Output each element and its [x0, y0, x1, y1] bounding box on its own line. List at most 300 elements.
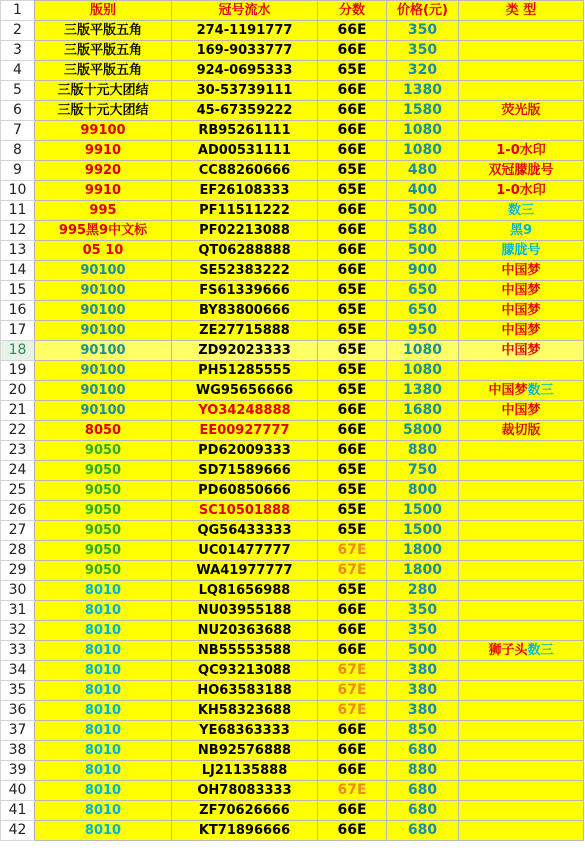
cell-serial[interactable]: 274-1191777 — [172, 21, 318, 41]
cell-serial[interactable]: NU20363688 — [172, 621, 318, 641]
row-number[interactable]: 18 — [1, 341, 35, 361]
row-number[interactable]: 8 — [1, 141, 35, 161]
cell-price[interactable]: 580 — [387, 221, 459, 241]
cell-edition[interactable]: 8010 — [35, 821, 172, 841]
cell-serial[interactable]: PF02213088 — [172, 221, 318, 241]
cell-grade[interactable]: 65E — [318, 61, 387, 81]
table-row — [1, 241, 584, 261]
cell-type[interactable] — [459, 21, 584, 41]
table-body — [1, 1, 584, 841]
cell-edition[interactable]: 9050 — [35, 561, 172, 581]
cell-type[interactable] — [459, 441, 584, 461]
table-row — [1, 601, 584, 621]
table-row — [1, 461, 584, 481]
cell-type[interactable] — [459, 381, 584, 401]
cell-serial[interactable]: WG95656666 — [172, 381, 318, 401]
cell-edition[interactable]: 三版十元大团结 — [35, 101, 172, 121]
row-number[interactable]: 15 — [1, 281, 35, 301]
cell-price[interactable]: 1380 — [387, 81, 459, 101]
table-row — [1, 141, 584, 161]
cell-grade[interactable]: 65E — [318, 501, 387, 521]
cell-serial[interactable]: PD60850666 — [172, 481, 318, 501]
cell-grade[interactable]: 66E — [318, 721, 387, 741]
type-tag: 中国梦 — [501, 403, 541, 418]
header-serial[interactable]: 冠号流水 — [172, 1, 318, 21]
cell-grade[interactable]: 66E — [318, 141, 387, 161]
cell-price[interactable]: 320 — [387, 61, 459, 81]
cell-type[interactable] — [459, 41, 584, 61]
cell-type[interactable] — [459, 401, 584, 421]
cell-serial[interactable]: YE68363333 — [172, 721, 318, 741]
cell-price[interactable]: 1080 — [387, 121, 459, 141]
cell-serial[interactable]: EF26108333 — [172, 181, 318, 201]
cell-price[interactable]: 380 — [387, 701, 459, 721]
cell-grade[interactable]: 66E — [318, 421, 387, 441]
cell-type[interactable] — [459, 641, 584, 661]
cell-price[interactable]: 880 — [387, 761, 459, 781]
cell-edition[interactable]: 8010 — [35, 701, 172, 721]
cell-serial[interactable]: ZD92023333 — [172, 341, 318, 361]
cell-type[interactable] — [459, 461, 584, 481]
cell-edition[interactable]: 三版平版五角 — [35, 41, 172, 61]
cell-type[interactable] — [459, 101, 584, 121]
table-row — [1, 181, 584, 201]
table-row — [1, 441, 584, 461]
cell-serial[interactable]: WA41977777 — [172, 561, 318, 581]
cell-grade[interactable]: 66E — [318, 201, 387, 221]
cell-edition[interactable]: 99100 — [35, 121, 172, 141]
table-row — [1, 381, 584, 401]
cell-type[interactable] — [459, 321, 584, 341]
cell-serial[interactable]: PF11511222 — [172, 201, 318, 221]
cell-grade[interactable]: 67E — [318, 541, 387, 561]
cell-type[interactable] — [459, 701, 584, 721]
cell-serial[interactable]: AD00531111 — [172, 141, 318, 161]
cell-type[interactable] — [459, 741, 584, 761]
table-row — [1, 161, 584, 181]
cell-grade[interactable]: 65E — [318, 381, 387, 401]
type-tag: 狮子头 — [488, 643, 528, 658]
table-row — [1, 41, 584, 61]
cell-price[interactable]: 480 — [387, 161, 459, 181]
cell-serial[interactable]: 924-0695333 — [172, 61, 318, 81]
table-row — [1, 581, 584, 601]
cell-price[interactable]: 800 — [387, 481, 459, 501]
cell-edition[interactable]: 05 10 — [35, 241, 172, 261]
row-number[interactable]: 5 — [1, 81, 35, 101]
cell-serial[interactable]: PH51285555 — [172, 361, 318, 381]
cell-edition[interactable]: 三版十元大团结 — [35, 81, 172, 101]
type-tag: 中国梦 — [501, 263, 541, 278]
cell-price[interactable]: 380 — [387, 681, 459, 701]
cell-type[interactable] — [459, 341, 584, 361]
cell-grade[interactable]: 67E — [318, 781, 387, 801]
cell-type[interactable] — [459, 761, 584, 781]
cell-edition[interactable]: 9050 — [35, 461, 172, 481]
table-row — [1, 81, 584, 101]
cell-price[interactable]: 1580 — [387, 101, 459, 121]
cell-serial[interactable]: CC88260666 — [172, 161, 318, 181]
cell-type[interactable] — [459, 221, 584, 241]
row-number[interactable]: 1 — [1, 1, 35, 21]
cell-edition[interactable]: 995黑9中文标 — [35, 221, 172, 241]
cell-grade[interactable]: 66E — [318, 121, 387, 141]
cell-type[interactable] — [459, 501, 584, 521]
cell-grade[interactable]: 66E — [318, 241, 387, 261]
cell-serial[interactable]: EE00927777 — [172, 421, 318, 441]
cell-type[interactable] — [459, 81, 584, 101]
table-row — [1, 681, 584, 701]
cell-edition[interactable]: 三版平版五角 — [35, 61, 172, 81]
row-number[interactable]: 35 — [1, 681, 35, 701]
cell-price[interactable]: 1080 — [387, 341, 459, 361]
cell-edition[interactable]: 90100 — [35, 341, 172, 361]
cell-edition[interactable]: 9910 — [35, 141, 172, 161]
row-number[interactable]: 31 — [1, 601, 35, 621]
cell-type[interactable] — [459, 681, 584, 701]
cell-grade[interactable]: 65E — [318, 281, 387, 301]
cell-edition[interactable]: 9920 — [35, 161, 172, 181]
cell-edition[interactable]: 995 — [35, 201, 172, 221]
cell-price[interactable]: 1680 — [387, 401, 459, 421]
row-number[interactable]: 19 — [1, 361, 35, 381]
cell-serial[interactable]: HO63583188 — [172, 681, 318, 701]
cell-grade[interactable]: 65E — [318, 581, 387, 601]
table-row — [1, 281, 584, 301]
cell-serial[interactable]: QC93213088 — [172, 661, 318, 681]
row-number[interactable]: 2 — [1, 21, 35, 41]
header-edition[interactable]: 版别 — [35, 1, 172, 21]
row-number[interactable]: 10 — [1, 181, 35, 201]
row-number[interactable]: 14 — [1, 261, 35, 281]
row-number[interactable]: 6 — [1, 101, 35, 121]
cell-edition[interactable]: 90100 — [35, 381, 172, 401]
cell-price[interactable]: 380 — [387, 661, 459, 681]
cell-edition[interactable]: 90100 — [35, 361, 172, 381]
cell-edition[interactable]: 8010 — [35, 621, 172, 641]
cell-serial[interactable]: NU03955188 — [172, 601, 318, 621]
cell-type[interactable] — [459, 581, 584, 601]
cell-serial[interactable]: OH78083333 — [172, 781, 318, 801]
table-row — [1, 781, 584, 801]
cell-price[interactable]: 280 — [387, 581, 459, 601]
cell-serial[interactable]: PD62009333 — [172, 441, 318, 461]
cell-edition[interactable]: 8050 — [35, 421, 172, 441]
cell-serial[interactable]: UC01477777 — [172, 541, 318, 561]
cell-type[interactable] — [459, 201, 584, 221]
row-number[interactable]: 9 — [1, 161, 35, 181]
cell-price[interactable]: 500 — [387, 201, 459, 221]
cell-grade[interactable]: 67E — [318, 701, 387, 721]
table-row — [1, 541, 584, 561]
cell-edition[interactable]: 9050 — [35, 501, 172, 521]
cell-serial[interactable]: NB55553588 — [172, 641, 318, 661]
type-tag: 数三 — [507, 203, 534, 218]
cell-price[interactable]: 750 — [387, 461, 459, 481]
table-row — [1, 21, 584, 41]
cell-grade[interactable]: 65E — [318, 461, 387, 481]
cell-edition[interactable]: 8010 — [35, 681, 172, 701]
table-row — [1, 61, 584, 81]
row-number[interactable]: 17 — [1, 321, 35, 341]
row-number[interactable]: 4 — [1, 61, 35, 81]
row-number[interactable]: 42 — [1, 821, 35, 841]
cell-grade[interactable]: 65E — [318, 361, 387, 381]
cell-grade[interactable]: 65E — [318, 481, 387, 501]
cell-grade[interactable]: 66E — [318, 821, 387, 841]
cell-price[interactable]: 680 — [387, 821, 459, 841]
table-row — [1, 361, 584, 381]
cell-edition[interactable]: 8010 — [35, 661, 172, 681]
table-row — [1, 401, 584, 421]
cell-grade[interactable]: 66E — [318, 81, 387, 101]
cell-edition[interactable]: 9910 — [35, 181, 172, 201]
header-price[interactable]: 价格(元) — [387, 1, 459, 21]
table-row — [1, 821, 584, 841]
row-number[interactable]: 32 — [1, 621, 35, 641]
cell-serial[interactable]: KT71896666 — [172, 821, 318, 841]
cell-edition[interactable]: 9050 — [35, 481, 172, 501]
type-tag: 1-0水印 — [496, 183, 546, 198]
row-number[interactable]: 16 — [1, 301, 35, 321]
cell-serial[interactable]: YO34248888 — [172, 401, 318, 421]
cell-type[interactable] — [459, 481, 584, 501]
row-number[interactable]: 36 — [1, 701, 35, 721]
cell-edition[interactable]: 8010 — [35, 641, 172, 661]
cell-grade[interactable]: 66E — [318, 221, 387, 241]
cell-type[interactable] — [459, 361, 584, 381]
cell-type[interactable] — [459, 621, 584, 641]
cell-serial[interactable]: RB95261111 — [172, 121, 318, 141]
cell-price[interactable]: 950 — [387, 321, 459, 341]
cell-edition[interactable]: 90100 — [35, 301, 172, 321]
type-tag: 黑9 — [509, 223, 533, 238]
cell-serial[interactable]: ZE27715888 — [172, 321, 318, 341]
row-number[interactable]: 39 — [1, 761, 35, 781]
cell-grade[interactable]: 65E — [318, 161, 387, 181]
cell-serial[interactable]: QG56433333 — [172, 521, 318, 541]
type-tag: 中国梦 — [488, 383, 528, 398]
cell-type[interactable] — [459, 781, 584, 801]
row-number[interactable]: 40 — [1, 781, 35, 801]
type-tag: 1-0水印 — [496, 143, 546, 158]
cell-serial[interactable]: SD71589666 — [172, 461, 318, 481]
cell-grade[interactable]: 65E — [318, 321, 387, 341]
cell-edition[interactable]: 8010 — [35, 721, 172, 741]
cell-price[interactable]: 1380 — [387, 381, 459, 401]
row-number[interactable]: 13 — [1, 241, 35, 261]
cell-type[interactable] — [459, 601, 584, 621]
type-tag: 双冠朦胧号 — [488, 163, 554, 178]
cell-grade[interactable]: 65E — [318, 181, 387, 201]
cell-serial[interactable]: LJ21135888 — [172, 761, 318, 781]
cell-serial[interactable]: 169-9033777 — [172, 41, 318, 61]
cell-grade[interactable]: 66E — [318, 601, 387, 621]
table-row — [1, 121, 584, 141]
table-row — [1, 801, 584, 821]
table-row — [1, 101, 584, 121]
cell-price[interactable]: 1800 — [387, 561, 459, 581]
cell-grade[interactable]: 65E — [318, 521, 387, 541]
table-row — [1, 501, 584, 521]
cell-grade[interactable]: 65E — [318, 341, 387, 361]
cell-price[interactable]: 1080 — [387, 361, 459, 381]
row-number[interactable]: 7 — [1, 121, 35, 141]
row-number[interactable]: 27 — [1, 521, 35, 541]
cell-edition[interactable]: 9050 — [35, 521, 172, 541]
cell-grade[interactable]: 66E — [318, 401, 387, 421]
cell-serial[interactable]: SE52383222 — [172, 261, 318, 281]
row-number[interactable]: 34 — [1, 661, 35, 681]
cell-serial[interactable]: QT06288888 — [172, 241, 318, 261]
table-row — [1, 421, 584, 441]
cell-edition[interactable]: 8010 — [35, 761, 172, 781]
cell-price[interactable]: 1800 — [387, 541, 459, 561]
cell-serial[interactable]: SC10501888 — [172, 501, 318, 521]
cell-edition[interactable]: 90100 — [35, 401, 172, 421]
row-number[interactable]: 20 — [1, 381, 35, 401]
cell-type[interactable] — [459, 181, 584, 201]
cell-type[interactable] — [459, 661, 584, 681]
cell-serial[interactable]: 30-53739111 — [172, 81, 318, 101]
cell-price[interactable]: 350 — [387, 601, 459, 621]
cell-type[interactable] — [459, 421, 584, 441]
row-number[interactable]: 41 — [1, 801, 35, 821]
cell-type[interactable] — [459, 721, 584, 741]
cell-type[interactable] — [459, 561, 584, 581]
header-grade[interactable]: 分数 — [318, 1, 387, 21]
cell-type[interactable] — [459, 161, 584, 181]
cell-price[interactable]: 1500 — [387, 501, 459, 521]
cell-serial[interactable]: KH58323688 — [172, 701, 318, 721]
table-row — [1, 201, 584, 221]
table-row — [1, 261, 584, 281]
cell-price[interactable]: 880 — [387, 441, 459, 461]
cell-grade[interactable]: 66E — [318, 101, 387, 121]
row-number[interactable]: 33 — [1, 641, 35, 661]
row-number[interactable]: 23 — [1, 441, 35, 461]
cell-type[interactable] — [459, 121, 584, 141]
cell-type[interactable] — [459, 281, 584, 301]
row-number[interactable]: 30 — [1, 581, 35, 601]
cell-edition[interactable]: 9050 — [35, 541, 172, 561]
row-number[interactable]: 24 — [1, 461, 35, 481]
row-number[interactable]: 12 — [1, 221, 35, 241]
cell-price[interactable]: 650 — [387, 301, 459, 321]
type-tag: 中国梦 — [501, 303, 541, 318]
cell-serial[interactable]: BY83800666 — [172, 301, 318, 321]
cell-type[interactable] — [459, 141, 584, 161]
cell-price[interactable]: 350 — [387, 41, 459, 61]
cell-serial[interactable]: FS61339666 — [172, 281, 318, 301]
cell-serial[interactable]: NB92576888 — [172, 741, 318, 761]
row-number[interactable]: 29 — [1, 561, 35, 581]
row-number[interactable]: 11 — [1, 201, 35, 221]
cell-serial[interactable]: LQ81656988 — [172, 581, 318, 601]
cell-edition[interactable]: 9050 — [35, 441, 172, 461]
table-row — [1, 221, 584, 241]
cell-grade[interactable]: 67E — [318, 681, 387, 701]
cell-grade[interactable]: 67E — [318, 661, 387, 681]
cell-price[interactable]: 1500 — [387, 521, 459, 541]
cell-grade[interactable]: 66E — [318, 641, 387, 661]
cell-price[interactable]: 900 — [387, 261, 459, 281]
cell-type[interactable] — [459, 61, 584, 81]
header-type[interactable]: 类 型 — [459, 1, 584, 21]
cell-price[interactable]: 650 — [387, 281, 459, 301]
row-number[interactable]: 28 — [1, 541, 35, 561]
cell-grade[interactable]: 66E — [318, 621, 387, 641]
row-number[interactable]: 21 — [1, 401, 35, 421]
table-row — [1, 301, 584, 321]
cell-grade[interactable]: 66E — [318, 801, 387, 821]
cell-price[interactable]: 1080 — [387, 141, 459, 161]
table-row — [1, 321, 584, 341]
row-number[interactable]: 3 — [1, 41, 35, 61]
row-number[interactable]: 26 — [1, 501, 35, 521]
type-tag: 数三 — [527, 643, 554, 658]
cell-edition[interactable]: 8010 — [35, 801, 172, 821]
cell-type[interactable] — [459, 521, 584, 541]
cell-type[interactable] — [459, 261, 584, 281]
cell-serial[interactable]: 45-67359222 — [172, 101, 318, 121]
row-number[interactable]: 38 — [1, 741, 35, 761]
type-tag: 数三 — [527, 383, 554, 398]
cell-grade[interactable]: 65E — [318, 301, 387, 321]
cell-grade[interactable]: 66E — [318, 741, 387, 761]
row-number[interactable]: 25 — [1, 481, 35, 501]
table-row — [1, 741, 584, 761]
table-row — [1, 761, 584, 781]
type-tag: 中国梦 — [501, 323, 541, 338]
cell-edition[interactable]: 8010 — [35, 741, 172, 761]
cell-edition[interactable]: 三版平版五角 — [35, 21, 172, 41]
cell-price[interactable]: 680 — [387, 741, 459, 761]
cell-price[interactable]: 500 — [387, 641, 459, 661]
cell-edition[interactable]: 90100 — [35, 281, 172, 301]
cell-price[interactable]: 350 — [387, 21, 459, 41]
cell-edition[interactable]: 8010 — [35, 581, 172, 601]
table-row — [1, 521, 584, 541]
cell-edition[interactable]: 8010 — [35, 601, 172, 621]
cell-price[interactable]: 5800 — [387, 421, 459, 441]
cell-price[interactable]: 850 — [387, 721, 459, 741]
row-number[interactable]: 37 — [1, 721, 35, 741]
cell-grade[interactable]: 67E — [318, 561, 387, 581]
cell-type[interactable] — [459, 801, 584, 821]
cell-type[interactable] — [459, 541, 584, 561]
cell-type[interactable] — [459, 821, 584, 841]
cell-edition[interactable]: 90100 — [35, 321, 172, 341]
cell-edition[interactable]: 90100 — [35, 261, 172, 281]
cell-grade[interactable]: 66E — [318, 41, 387, 61]
cell-grade[interactable]: 66E — [318, 21, 387, 41]
cell-edition[interactable]: 8010 — [35, 781, 172, 801]
cell-price[interactable]: 400 — [387, 181, 459, 201]
cell-price[interactable]: 350 — [387, 621, 459, 641]
cell-price[interactable]: 680 — [387, 801, 459, 821]
cell-price[interactable]: 500 — [387, 241, 459, 261]
cell-grade[interactable]: 66E — [318, 761, 387, 781]
cell-grade[interactable]: 66E — [318, 441, 387, 461]
cell-serial[interactable]: ZF70626666 — [172, 801, 318, 821]
cell-type[interactable] — [459, 241, 584, 261]
type-tag: 裁切版 — [501, 423, 541, 438]
cell-type[interactable] — [459, 301, 584, 321]
cell-price[interactable]: 680 — [387, 781, 459, 801]
row-number[interactable]: 22 — [1, 421, 35, 441]
cell-grade[interactable]: 66E — [318, 261, 387, 281]
